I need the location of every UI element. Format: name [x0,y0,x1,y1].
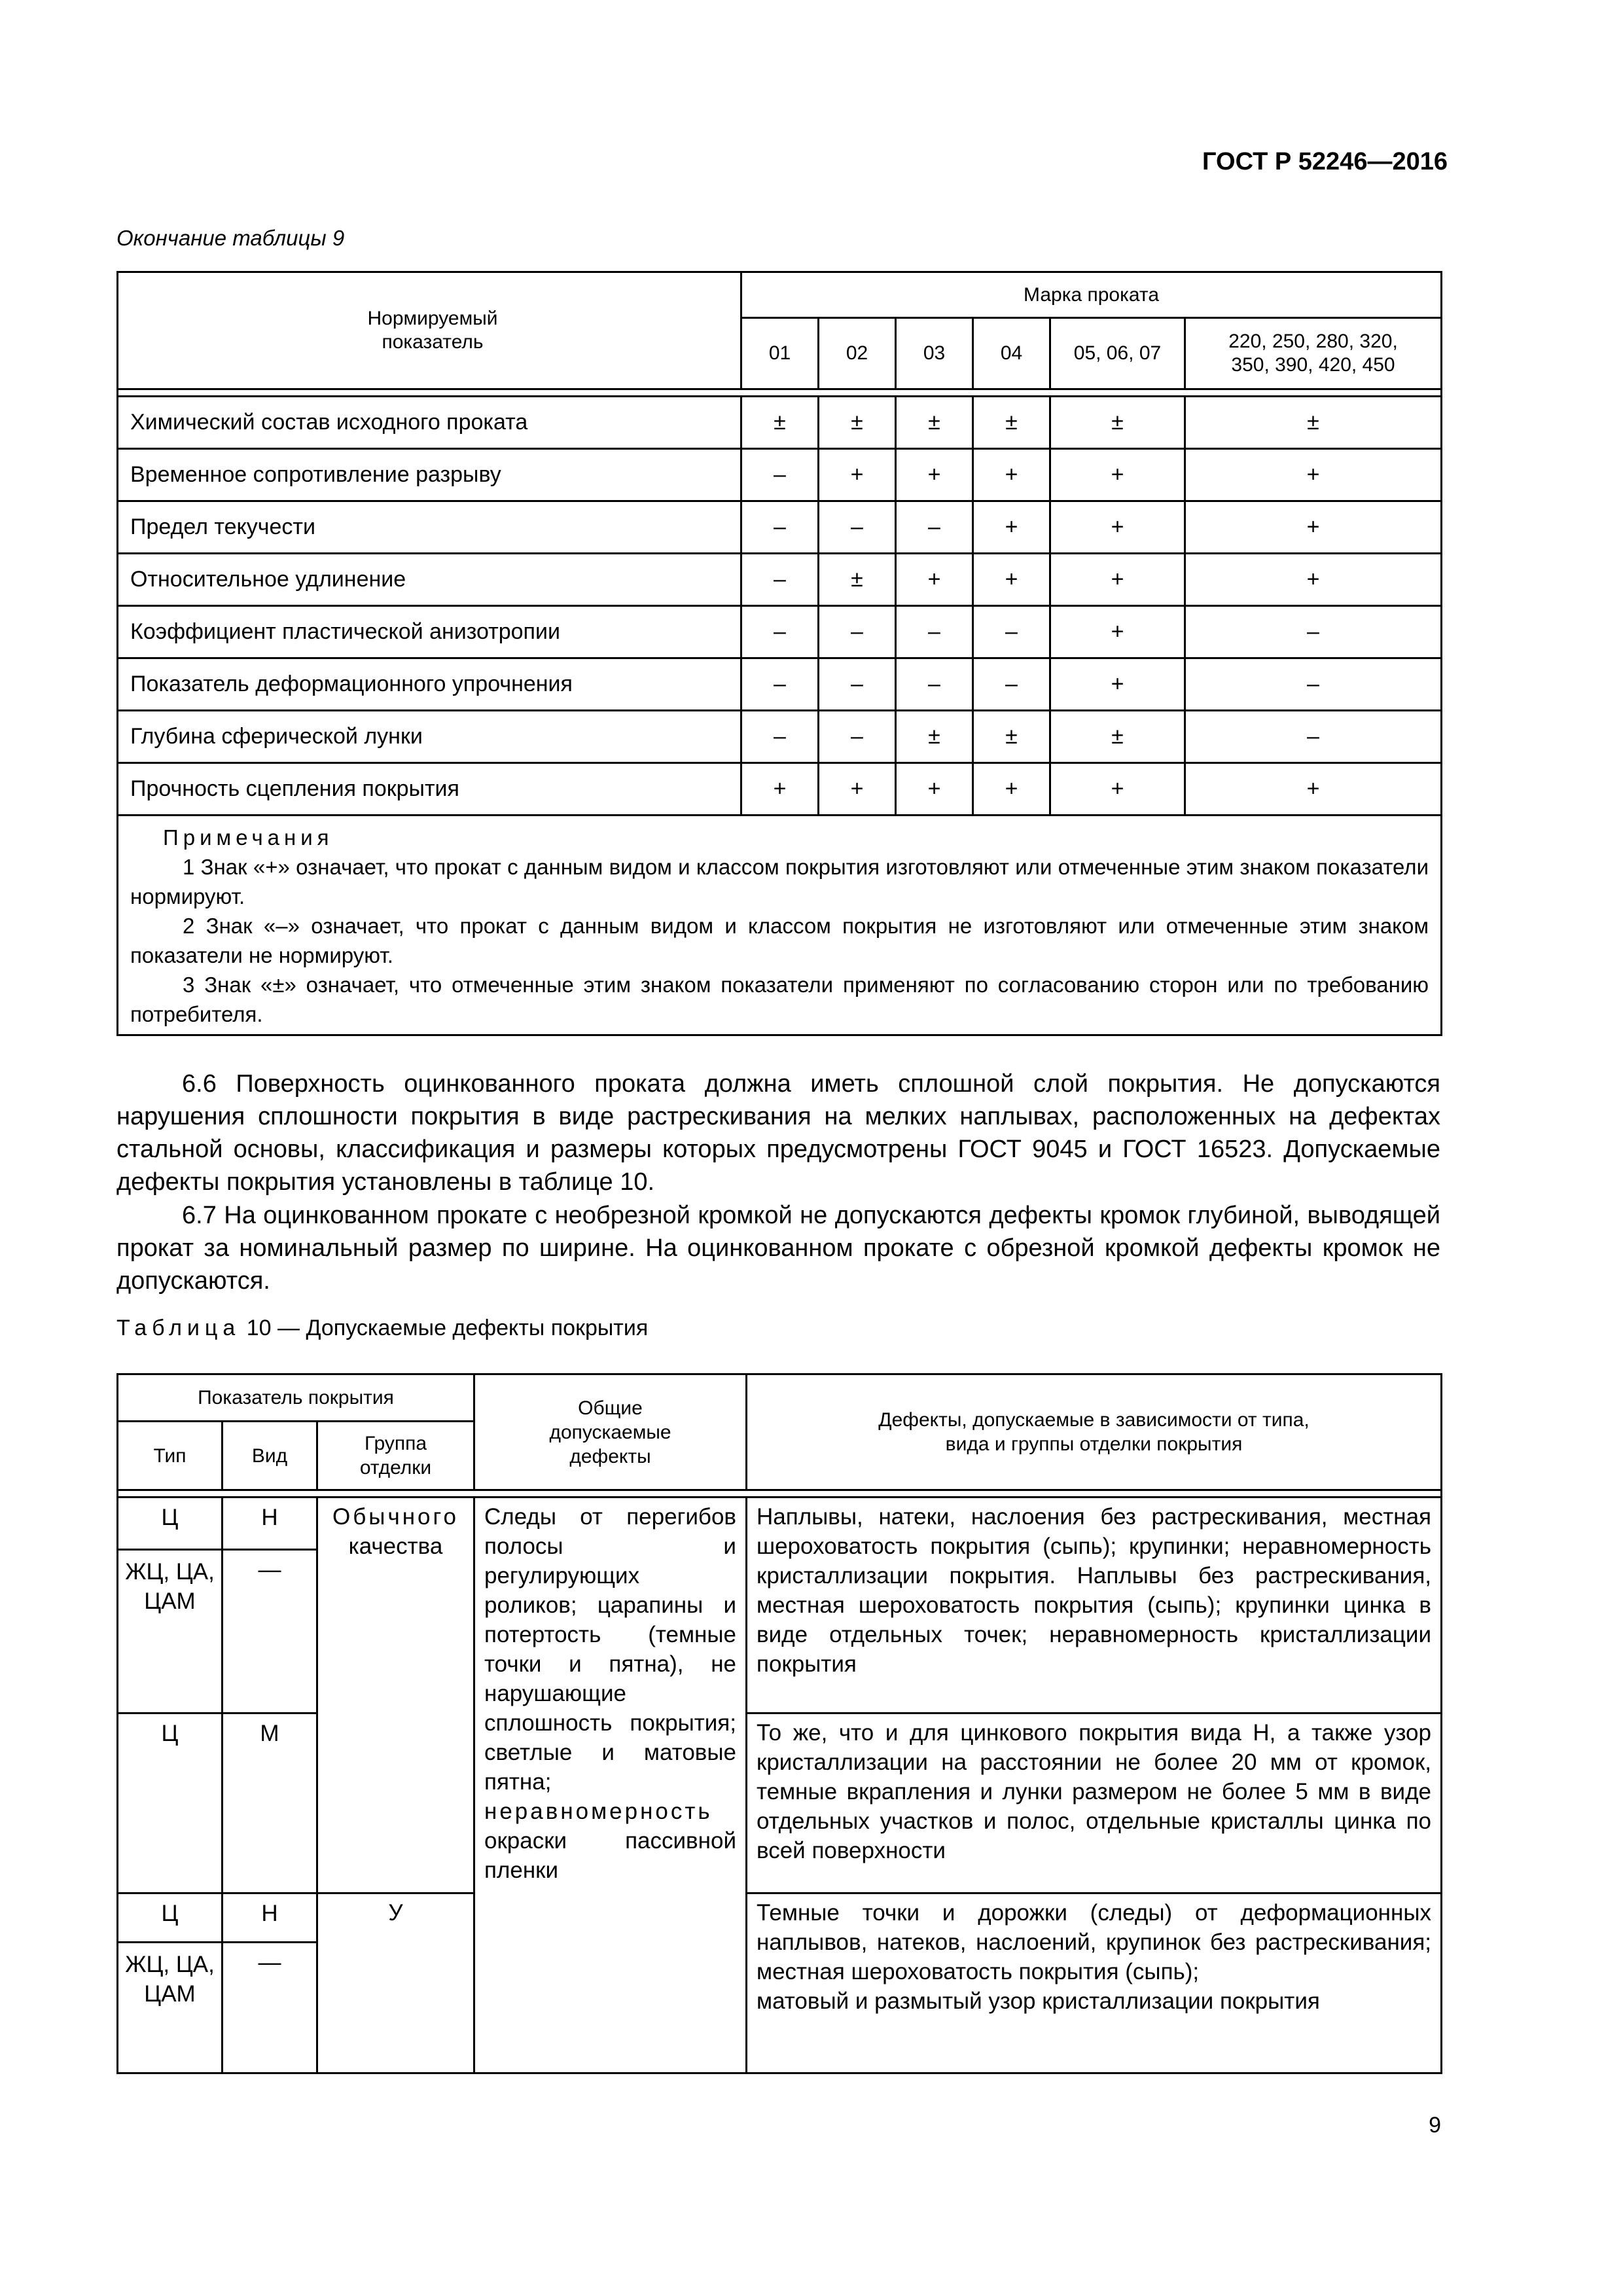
row-value: + [819,449,896,501]
row-label: Временное сопротивление разрыву [118,449,741,501]
row-value: ± [896,397,973,449]
table-9 [116,271,1442,1036]
row-value: + [1050,554,1185,606]
note-item: 2 Знак «–» означает, что прокат с данным видом и классом покрытия не изготовляют или отмеченные этим знаком показатели не нормируют. [130,914,1429,967]
table10-caption: Таблица 10 — Допускаемые дефекты покрытия [116,1316,649,1340]
row-value: ± [819,554,896,606]
row-value: ± [1185,397,1442,449]
row-value: ± [973,711,1050,763]
row-value: ± [896,711,973,763]
row-value: ± [819,397,896,449]
row-value: + [973,554,1050,606]
note-item: 3 Знак «±» означает, что отмеченные этим знаком показатели применяют по согласованию сторон или по требованию потребителя. [130,973,1429,1026]
row-value: + [896,554,973,606]
cell-general-defects: Следы от перегибов полосы и регулирующих роликов; царапины и потертость (темные точки и пятна), не нарушающие сплошность покрытия; светлые и матовые пятна; неравномерность окраски пассивной пленки [474,1498,747,2073]
cell-defects-zinc-m: То же, что и для цинкового покрытия вида Н, а также узор кристаллизации на расстоянии не более 20 мм от кромок, темные вкрапления и лунки размером не более 5 мм в виде отдельных участков и полос, отдельные кристаллы цинка по всей поверхности [747,1713,1442,1893]
table-row [118,554,1442,606]
col-header-mark: 04 [973,318,1050,389]
note-item: 1 Знак «+» означает, что прокат с данным видом и классом покрытия изготовляют или отмеченные этим знаком показатели нормируют. [130,855,1429,908]
row-value: + [896,449,973,501]
row-value: – [973,658,1050,711]
table-row [118,397,1442,449]
row-label: Предел текучести [118,501,741,554]
row-value: ± [973,397,1050,449]
col-header-kind: Вид [223,1422,317,1490]
row-value: – [896,658,973,711]
row-value: – [741,606,819,658]
row-value: – [819,501,896,554]
col-header-defects-by-type: Дефекты, допускаемые в зависимости от типа, вида и группы отделки покрытия [747,1374,1442,1490]
row-value: + [741,763,819,816]
row-label: Коэффициент пластической анизотропии [118,606,741,658]
table-row [118,449,1442,501]
row-value: ± [741,397,819,449]
col-header-coating-indicator: Показатель покрытия [118,1374,474,1422]
row-value: + [896,763,973,816]
row-value: – [741,501,819,554]
cell-group-ordinary: Обычного качества [317,1498,474,1893]
table9-notes [118,816,1442,1035]
cell-type: Ц [118,1893,223,1943]
cell-kind: Н [223,1498,317,1550]
row-value: + [1050,658,1185,711]
row-value: – [896,606,973,658]
cell-kind: М [223,1713,317,1893]
col-header-general-defects: Общие допускаемые дефекты [474,1374,747,1490]
col-header-mark: 220, 250, 280, 320, 350, 390, 420, 450 [1185,318,1442,389]
row-value: + [819,763,896,816]
cell-kind: Н [223,1893,317,1943]
row-value: – [741,554,819,606]
row-value: + [1050,606,1185,658]
page-number: 9 [1429,2113,1441,2138]
cell-type: ЖЦ, ЦА, ЦАМ [118,1943,223,2073]
row-value: + [1185,554,1442,606]
cell-kind: — [223,1550,317,1713]
cell-kind: — [223,1943,317,2073]
col-header-mark: 05, 06, 07 [1050,318,1185,389]
row-value: – [896,501,973,554]
cell-type: ЖЦ, ЦА, ЦАМ [118,1550,223,1713]
row-value: ± [1050,397,1185,449]
row-value: + [1185,763,1442,816]
paragraph-6-6: 6.6 Поверхность оцинкованного проката должна иметь сплошной слой покрытия. Не допускаются нарушения сплошности покрытия в виде растрескивания на мелких наплывах, расположенных на дефектах стальной основы, классификация и размеры которых предусмотрены ГОСТ 9045 и ГОСТ 16523. Допускаемые дефекты покрытия установлены в таблице 10. [116,1070,1440,1196]
row-value: + [1050,763,1185,816]
row-value: – [1185,711,1442,763]
cell-type: Ц [118,1713,223,1893]
cell-type: Ц [118,1498,223,1550]
row-value: ± [1050,711,1185,763]
notes-title: Примечания [163,825,334,850]
col-header-mark: 01 [741,318,819,389]
row-value: – [741,658,819,711]
table-row [118,606,1442,658]
row-value: – [741,449,819,501]
table-row [118,763,1442,816]
row-value: – [819,606,896,658]
col-header-type: Тип [118,1422,223,1490]
table9-continuation-caption: Окончание таблицы 9 [116,226,345,250]
row-label: Глубина сферической лунки [118,711,741,763]
table-row [118,711,1442,763]
row-label: Показатель деформационного упрочнения [118,658,741,711]
col-header-group: Группа отделки [317,1422,474,1490]
row-label: Химический состав исходного проката [118,397,741,449]
row-value: + [973,763,1050,816]
table-row [118,658,1442,711]
row-value: – [819,711,896,763]
col-header-mark: 02 [819,318,896,389]
table-row [118,501,1442,554]
row-label: Относительное удлинение [118,554,741,606]
row-value: + [973,449,1050,501]
paragraph-6-7: 6.7 На оцинкованном прокате с необрезной кромкой не допускаются дефекты кромок глубиной, выводящей прокат за номинальный размер по ширине. На оцинкованном прокате с обрезной кромкой дефекты кромок не допускаются. [116,1202,1440,1295]
col-header-indicator: Нормируемый показатель [118,272,741,389]
row-value: + [1050,449,1185,501]
row-value: + [1050,501,1185,554]
row-value: – [1185,658,1442,711]
row-label: Прочность сцепления покрытия [118,763,741,816]
row-value: + [1185,449,1442,501]
row-value: – [819,658,896,711]
cell-defects-group-u: Темные точки и дорожки (следы) от деформационных наплывов, натеков, наслоений, крупинок без растрескивания; местная шероховатость покрытия (сыпь); матовый и размытый узор кристаллизации покрытия [747,1893,1442,2073]
cell-group-u: У [317,1893,474,2073]
row-value: – [1185,606,1442,658]
col-header-mark: 03 [896,318,973,389]
row-value: – [973,606,1050,658]
row-value: + [973,501,1050,554]
document-id: ГОСТ Р 52246—2016 [1202,148,1448,175]
col-header-mark-group: Марка проката [741,272,1442,318]
table-10 [116,1373,1442,2074]
row-value: – [741,711,819,763]
cell-defects-zinc-n: Наплывы, натеки, наслоения без растрескивания, местная шероховатость покрытия (сыпь); крупинки; неравномерность кристаллизации покрытия. Наплывы без растрескивания, местная шероховатость покрытия (сыпь); крупинки цинка в виде отдельных точек; неравномерность кристаллизации покрытия [747,1498,1442,1713]
row-value: + [1185,501,1442,554]
